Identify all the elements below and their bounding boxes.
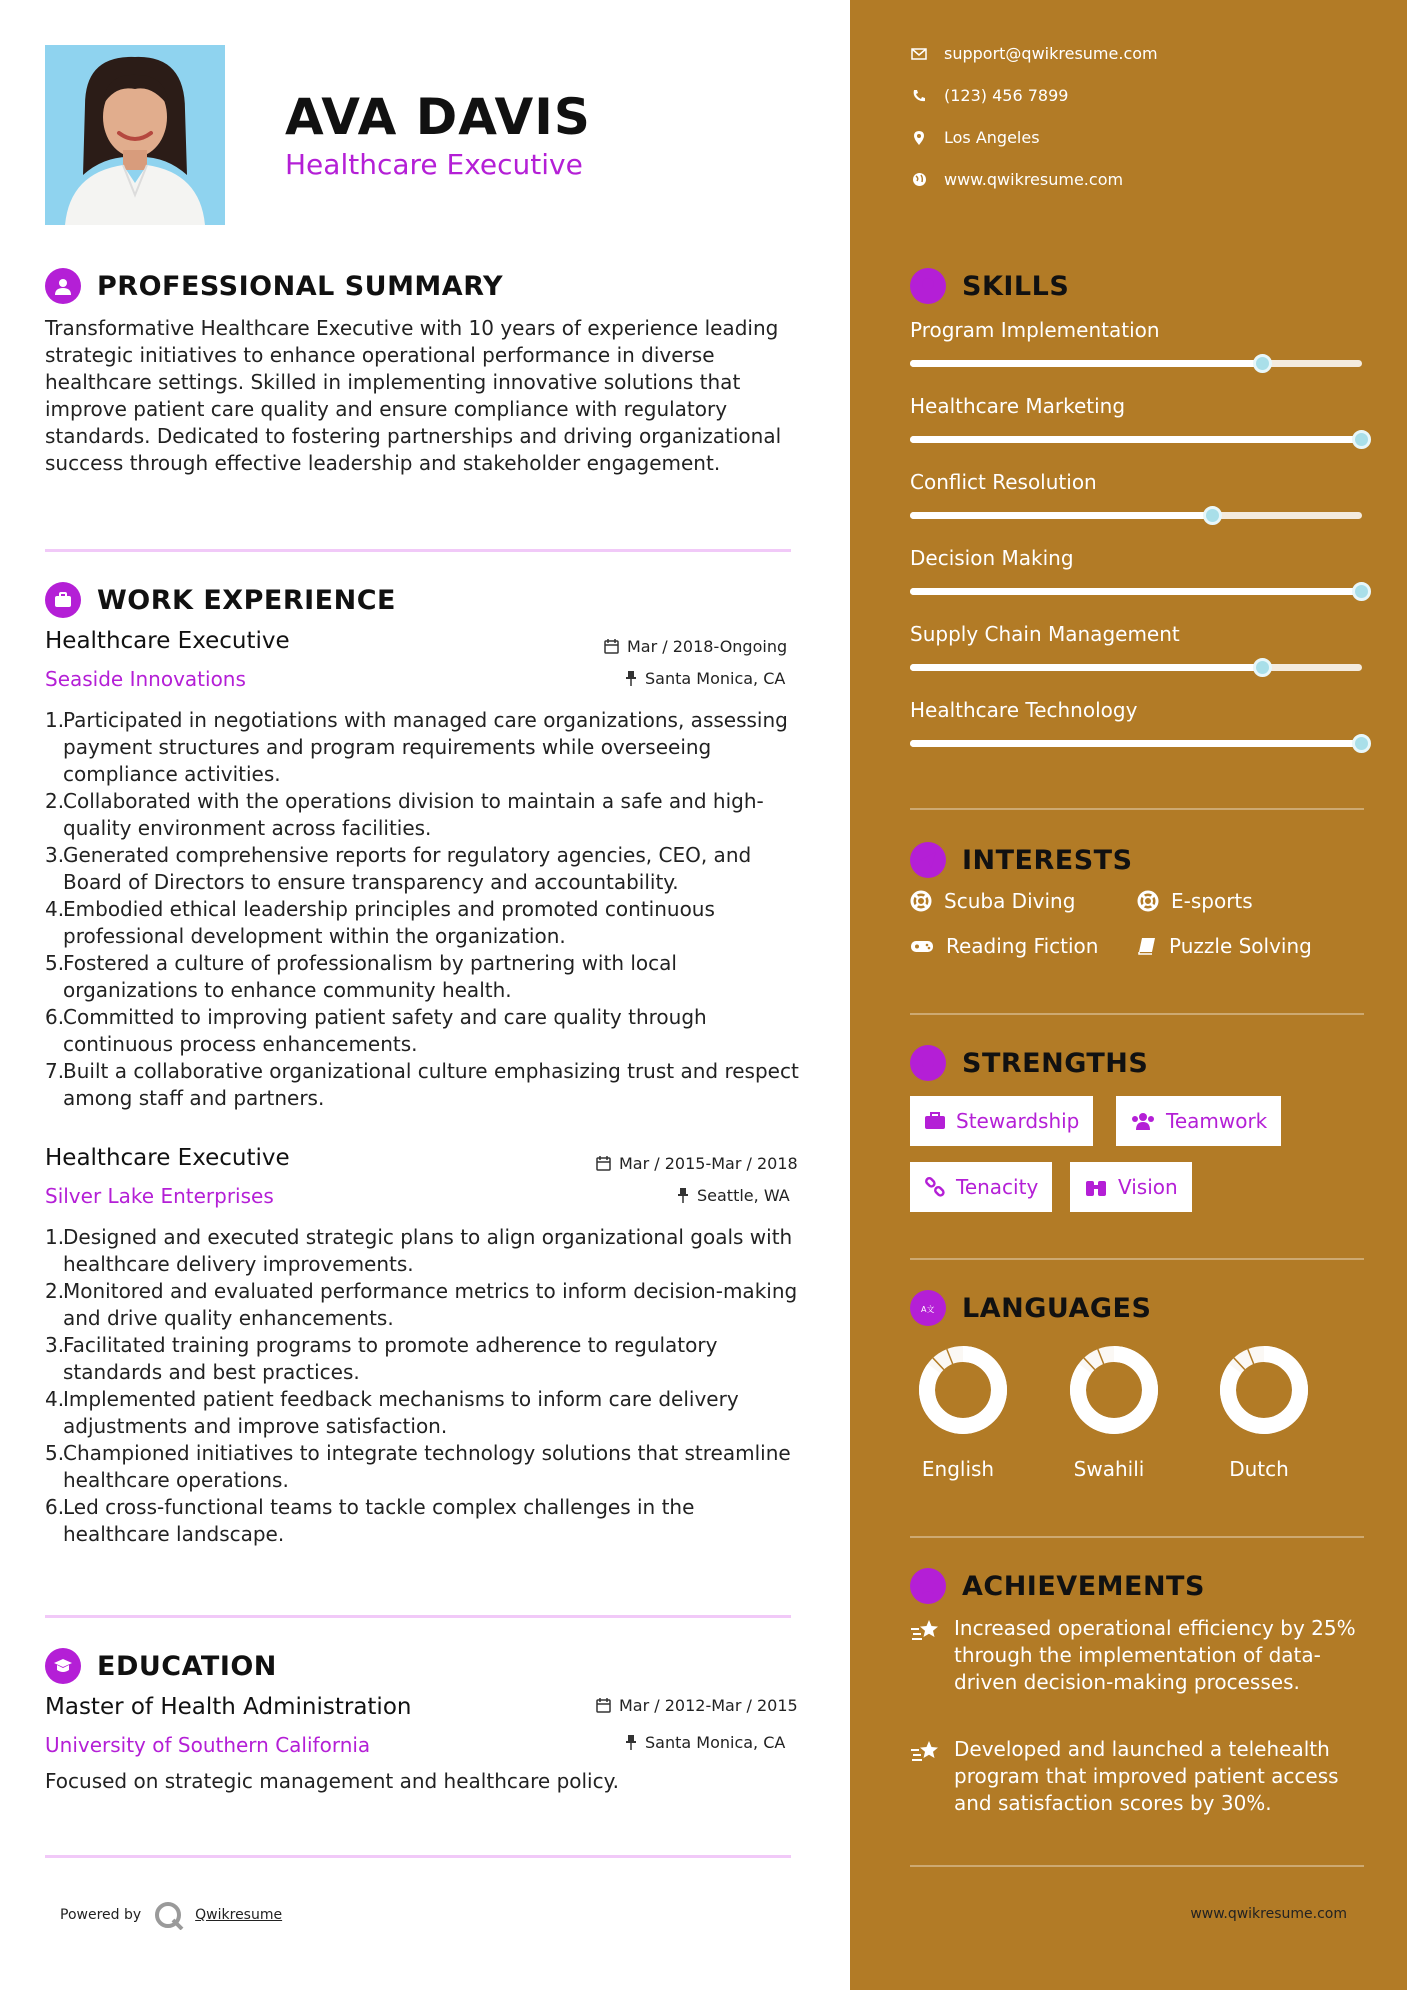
language-label: Dutch [1229, 1457, 1289, 1481]
interests-section-header [910, 842, 1133, 878]
skill-label: Healthcare Technology [910, 698, 1138, 722]
divider [910, 1013, 1364, 1015]
school: University of Southern California [45, 1733, 371, 1757]
skill-bar-knob [1253, 658, 1272, 677]
translate-icon [910, 1290, 946, 1326]
experience-section-header [45, 582, 396, 618]
divider [45, 549, 791, 552]
job-location: Santa Monica, CA [625, 669, 785, 688]
gamepad-icon [910, 938, 934, 954]
lifebuoy-icon [910, 890, 932, 912]
briefcase-icon [924, 1112, 946, 1130]
achievements-heading: ACHIEVEMENTS [962, 1570, 1205, 1602]
skill-bar-knob [1352, 582, 1371, 601]
skills-section-header [910, 268, 1069, 304]
education-location: Santa Monica, CA [625, 1733, 785, 1752]
job-company: Seaside Innovations [45, 667, 246, 691]
svg-text:A文: A文 [921, 1305, 935, 1314]
list-item: 6. Committed to improving patient safety and care quality through continuous process enhancements. [45, 1005, 707, 1056]
language-level-ring [1214, 1340, 1314, 1440]
strength-tag: Stewardship [910, 1096, 1093, 1146]
skill-label: Conflict Resolution [910, 470, 1097, 494]
language-donut [1209, 1340, 1319, 1444]
job-company: Silver Lake Enterprises [45, 1184, 274, 1208]
job-date: Mar / 2015-Mar / 2018 [596, 1154, 798, 1173]
candidate-name: AVA DAVIS [285, 88, 591, 146]
list-item: 5. Championed initiatives to integrate technology solutions that streamline healthcare operations. [45, 1441, 791, 1492]
skill-bar [910, 588, 1362, 595]
languages-section-header [910, 1290, 1151, 1326]
skill-bar [910, 512, 1362, 519]
list-item: 3. Facilitated training programs to promote adherence to regulatory standards and best practices. [45, 1333, 718, 1384]
skill-bar-fill [910, 436, 1362, 443]
contact-email[interactable]: support@qwikresume.com [910, 44, 1158, 63]
phone-icon [910, 87, 928, 105]
globe-icon [910, 171, 928, 189]
list-item: 2. Collaborated with the operations division to maintain a safe and high-quality environment across facilities. [45, 789, 764, 840]
shooting-star-icon [910, 1617, 942, 1643]
skill-bar [910, 740, 1362, 747]
summary-text: Transformative Healthcare Executive with 10 years of experience leading strategic initiatives to enhance operational performance in diverse healthcare settings. Skilled in implementing innovative solutions that improve patient care quality and ensure compliance with regulatory standards. Dedicated to fostering partnerships and driving organizational success through effective leadership and stakeholder engagement. [45, 316, 782, 475]
powered-by: Powered by Qwikresume [60, 1900, 282, 1930]
divider [910, 1536, 1364, 1538]
profile-photo [45, 45, 225, 225]
job-date: Mar / 2018-Ongoing [604, 637, 787, 656]
list-item: 1. Designed and executed strategic plans to align organizational goals with healthcare delivery improvements. [45, 1225, 793, 1276]
skill-bar-knob [1352, 430, 1371, 449]
lightbulb-icon [910, 268, 946, 304]
user-icon [45, 268, 81, 304]
job-location: Seattle, WA [677, 1186, 790, 1205]
list-item: 2. Monitored and evaluated performance metrics to inform decision-making and drive quality enhancements. [45, 1279, 798, 1330]
skill-bar [910, 436, 1362, 443]
language-donut [908, 1340, 1018, 1444]
list-item: 7. Built a collaborative organizational culture emphasizing trust and respect among staff and partners. [45, 1059, 799, 1110]
interest-item: Reading Fiction [910, 934, 1098, 958]
language-level-ring [1064, 1340, 1164, 1440]
skill-label: Program Implementation [910, 318, 1160, 342]
achievement-item: Increased operational efficiency by 25% through the implementation of data-driven decision-making processes. [910, 1615, 1370, 1696]
calendar-icon [604, 639, 619, 654]
education-description: Focused on strategic management and healthcare policy. [45, 1769, 619, 1793]
qwikresume-link[interactable]: Qwikresume [195, 1907, 283, 1923]
contact-phone[interactable]: (123) 456 7899 [910, 86, 1068, 105]
job-role: Healthcare Executive [45, 628, 290, 654]
list-item: 1. Participated in negotiations with managed care organizations, assessing payment structures and program requirements while overseeing compliance activities. [45, 708, 788, 786]
language-level-ring [913, 1340, 1013, 1440]
language-label: English [921, 1457, 995, 1481]
shooting-star-icon [910, 1738, 942, 1764]
skill-bar-fill [910, 740, 1362, 747]
graduate-icon [45, 1648, 81, 1684]
skill-bar-fill [910, 664, 1263, 671]
education-section-header [45, 1648, 277, 1684]
divider [45, 1615, 791, 1618]
skill-label: Supply Chain Management [910, 622, 1180, 646]
divider [910, 1865, 1364, 1867]
list-item: 4. Implemented patient feedback mechanisms to inform care delivery adjustments and improve satisfaction. [45, 1387, 739, 1438]
calendar-icon [596, 1698, 611, 1713]
skill-bar [910, 664, 1362, 671]
job-bullets [45, 1224, 805, 1548]
achievement-item: Developed and launched a telehealth program that improved patient access and satisfaction scores by 30%. [910, 1736, 1370, 1817]
book-icon [1137, 936, 1157, 956]
divider [45, 1855, 791, 1858]
candidate-title: Healthcare Executive [285, 148, 583, 181]
pin-icon [625, 1735, 637, 1750]
pin-icon [677, 1188, 689, 1203]
skill-bar-knob [1352, 734, 1371, 753]
list-item: 4. Embodied ethical leadership principles and promoted continuous professional development within the organization. [45, 897, 715, 948]
skill-bar-knob [1253, 354, 1272, 373]
experience-heading: WORK EXPERIENCE [97, 584, 396, 616]
interest-item: Scuba Diving [910, 889, 1075, 913]
paper-plane-icon [910, 842, 946, 878]
divider [910, 1258, 1364, 1260]
pin-icon [625, 671, 637, 686]
summary-section-header [45, 268, 503, 304]
skill-label: Healthcare Marketing [910, 394, 1126, 418]
strength-tag: Vision [1070, 1162, 1192, 1212]
degree: Master of Health Administration [45, 1694, 412, 1720]
footer-website[interactable]: www.qwikresume.com [1190, 1906, 1347, 1922]
strength-tag: Tenacity [910, 1162, 1052, 1212]
language-donut [1059, 1340, 1169, 1444]
divider [910, 808, 1364, 810]
qwikresume-logo-icon [153, 1900, 187, 1930]
list-item: 5. Fostered a culture of professionalism by partnering with local organizations to enhance community health. [45, 951, 677, 1002]
star-badge-icon [910, 1568, 946, 1604]
envelope-icon [910, 45, 928, 63]
link-icon [924, 1176, 946, 1198]
skill-label: Decision Making [910, 546, 1074, 570]
education-date: Mar / 2012-Mar / 2015 [596, 1696, 798, 1715]
interest-item: Puzzle Solving [1137, 934, 1312, 958]
fist-icon [910, 1045, 946, 1081]
education-heading: EDUCATION [97, 1650, 277, 1682]
list-item: 3. Generated comprehensive reports for regulatory agencies, CEO, and Board of Directors to ensure transparency and accountability. [45, 843, 752, 894]
contact-website[interactable]: www.qwikresume.com [910, 170, 1123, 189]
calendar-icon [596, 1156, 611, 1171]
skill-bar [910, 360, 1362, 367]
skill-bar-fill [910, 360, 1263, 367]
summary-heading: PROFESSIONAL SUMMARY [97, 270, 504, 302]
interests-heading: INTERESTS [962, 844, 1133, 876]
strengths-heading: STRENGTHS [962, 1047, 1149, 1079]
skills-heading: SKILLS [962, 270, 1070, 302]
skill-bar-knob [1203, 506, 1222, 525]
languages-heading: LANGUAGES [962, 1292, 1152, 1324]
list-item: 6. Led cross-functional teams to tackle complex challenges in the healthcare landscape. [45, 1495, 695, 1546]
achievements-section-header [910, 1568, 1205, 1604]
users-icon [1130, 1111, 1156, 1131]
strength-tag: Teamwork [1116, 1096, 1281, 1146]
job-bullets [45, 707, 805, 1112]
binoculars-icon [1084, 1177, 1108, 1197]
lifebuoy-icon [1137, 890, 1159, 912]
interest-item: E-sports [1137, 889, 1253, 913]
language-label: Swahili [1073, 1457, 1145, 1481]
contact-location: Los Angeles [910, 128, 1040, 147]
job-role: Healthcare Executive [45, 1145, 290, 1171]
strengths-section-header [910, 1045, 1148, 1081]
skill-bar-fill [910, 512, 1213, 519]
briefcase-icon [45, 582, 81, 618]
location-pin-icon [910, 129, 928, 147]
skill-bar-fill [910, 588, 1362, 595]
